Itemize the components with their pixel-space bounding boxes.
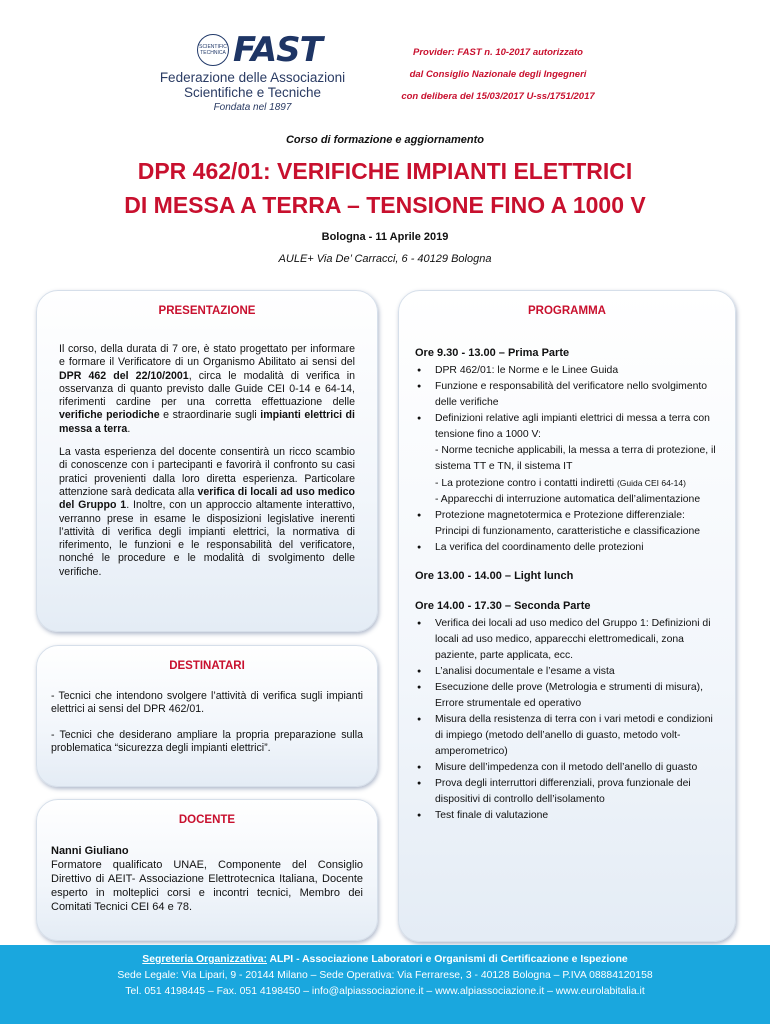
- seal-logo: SCIENTIFIC TECHNICA: [197, 34, 229, 66]
- course-venue: AULE+ Via De’ Carracci, 6 - 40129 Bologna: [278, 253, 492, 265]
- fast-logo: FAST: [233, 30, 322, 70]
- list-item: ● Definizioni relative agli impianti elettrici di messa a terra con tensione fino a 1000 V: - Norme tecniche applicabili, la messa a terra di protezione, il sistema TT e TN, il sistema IT - La protezione contro i contatti indiretti (Guida CEI 64-14) - Apparecchi di interruzione automatica dell’alimentazione: [415, 411, 721, 508]
- lunch-heading: Ore 13.00 - 14.00 – Light lunch: [415, 570, 574, 582]
- provider-info: Provider: FAST n. 10-2017 autorizzato dal Consiglio Nazionale degli Ingegneri con delibera del 15/03/2017 U-ss/1751/2017: [401, 47, 595, 102]
- docente-bio: Formatore qualificato UNAE, Componente del Consiglio Direttivo di AEIT- Associazione Elettrotecnica Italiana, Docente esperto in molteplici corsi e incontri tecnici, Membro dei Comitati Tecnici CEI 64 e 78.: [51, 859, 363, 913]
- session-heading: Ore 9.30 - 13.00 – Prima Parte: [415, 347, 570, 359]
- docente-title: DOCENTE: [178, 814, 236, 826]
- list-item: ● Verifica dei locali ad uso medico del Gruppo 1: Definizioni di locali ad uso medico, apparecchi elettromedicali, zona paziente, parte applicata, ecc.: [415, 616, 721, 664]
- sub-item: - Norme tecniche applicabili, la messa a terra di protezione, il sistema TT e TN, il sistema IT: [435, 445, 716, 472]
- sub-item: - La protezione contro i contatti indiretti (Guida CEI 64-14): [435, 478, 686, 489]
- programma-body: [415, 345, 721, 836]
- list-item: ● Test finale di valutazione: [415, 808, 721, 824]
- list-item: ● La verifica del coordinamento delle protezioni: [415, 540, 721, 556]
- destinatari-title: DESTINATARI: [169, 660, 245, 672]
- list-item: ● Protezione magnetotermica e Protezione differenziale: Principi di funzionamento, caratteristiche e classificazione: [415, 508, 721, 540]
- presentazione-body: [59, 343, 355, 589]
- list-item: ● Misure dell’impedenza con il metodo dell’anello di guasto: [415, 760, 721, 776]
- programma-title: PROGRAMMA: [528, 305, 606, 317]
- docente-box: [36, 799, 378, 941]
- footer-line-1: Segreteria Organizzativa: ALPI - Associazione Laboratori e Organismi di Certificazione e Ispezione: [142, 954, 628, 965]
- course-date: Bologna - 11 Aprile 2019: [321, 231, 449, 243]
- session-1-list: [415, 363, 721, 556]
- list-item: ● L’analisi documentale e l’esame a vista: [415, 664, 721, 680]
- docente-name: Nanni Giuliano: [51, 845, 129, 857]
- list-item: ● Misura della resistenza di terra con i vari metodi e condizioni di impiego (metodo dell’anello di guasto, metodo volt-amperometrico): [415, 712, 721, 760]
- destinatari-body: [51, 690, 363, 767]
- destinatari-item: - Tecnici che desiderano ampliare la propria preparazione sulla problematica “sicurezza degli impianti elettrici”.: [51, 728, 363, 754]
- presentazione-paragraph-1: Il corso, della durata di 7 ore, è stato progettato per informare e formare il Verificatore di un Organismo Abilitato ai sensi del DPR 462 del 22/10/2001, circa le modalità di verifica in osservanza di quanto previsto dalle Guide CEI 0-14 e 64-14, riferimenti cardine per una corretta effettuazione delle verifiche periodiche e straordinarie sugli impianti elettrici di messa a terra.: [59, 343, 355, 435]
- org-name: Federazione delle Associazioni Scientifiche e Tecniche: [159, 70, 346, 100]
- footer: [0, 945, 770, 1024]
- session-heading: Ore 14.00 - 17.30 – Seconda Parte: [415, 600, 591, 612]
- programma-box: [398, 290, 736, 942]
- list-item: ● Esecuzione delle prove (Metrologia e strumenti di misura), Errore strumentale ed operativo: [415, 680, 721, 712]
- founded-text: Fondata nel 1897: [213, 102, 292, 113]
- list-item: ● Funzione e responsabilità del verificatore nello svolgimento delle verifiche: [415, 379, 721, 411]
- presentazione-box: [36, 290, 378, 632]
- list-item: ● DPR 462/01: le Norme e le Linee Guida: [415, 363, 721, 379]
- list-item: ● Prova degli interruttori differenziali, prova funzionale dei dispositivi di controllo dell’isolamento: [415, 776, 721, 808]
- session-2-list: [415, 616, 721, 824]
- course-type: Corso di formazione e aggiornamento: [285, 134, 485, 146]
- fast-logo-block: [145, 28, 365, 118]
- presentazione-title: PRESENTAZIONE: [158, 305, 256, 317]
- presentazione-paragraph-2: La vasta esperienza del docente consentirà un ricco scambio di conoscenze con i partecipanti e favorirà il confronto su casi pratici provenienti dalla loro diretta esperienza. Particolare attenzione sarà dedicata alla verifica di locali ad uso medico del Gruppo 1. Inoltre, con un approccio altamente interattivo, verranno prese in esame le disposizioni legislative inerenti l’attività di verifica degli impianti elettrici, la normativa di riferimento, le funzioni e le responsabilità del verificatore, nonché le procedure e le modalità di svolgimento delle verifiche.: [59, 446, 355, 578]
- footer-line-2: Sede Legale: Via Lipari, 9 - 20144 Milano – Sede Operativa: Via Ferrarese, 3 - 40128 Bologna – P.IVA 08884120158: [117, 970, 653, 981]
- course-title: DPR 462/01: VERIFICHE IMPIANTI ELETTRICI DI MESSA A TERRA – TENSIONE FINO A 1000 V: [124, 158, 646, 218]
- destinatari-item: - Tecnici che intendono svolgere l’attività di verifica sugli impianti elettrici ai sensi del DPR 462/01.: [51, 690, 363, 716]
- destinatari-box: [36, 645, 378, 787]
- sub-item: - Apparecchi di interruzione automatica dell’alimentazione: [435, 494, 701, 505]
- docente-body: [51, 844, 363, 914]
- footer-line-3: Tel. 051 4198445 – Fax. 051 4198450 – info@alpiassociazione.it – www.alpiassociazione.it – www.eurolabitalia.it: [125, 986, 645, 997]
